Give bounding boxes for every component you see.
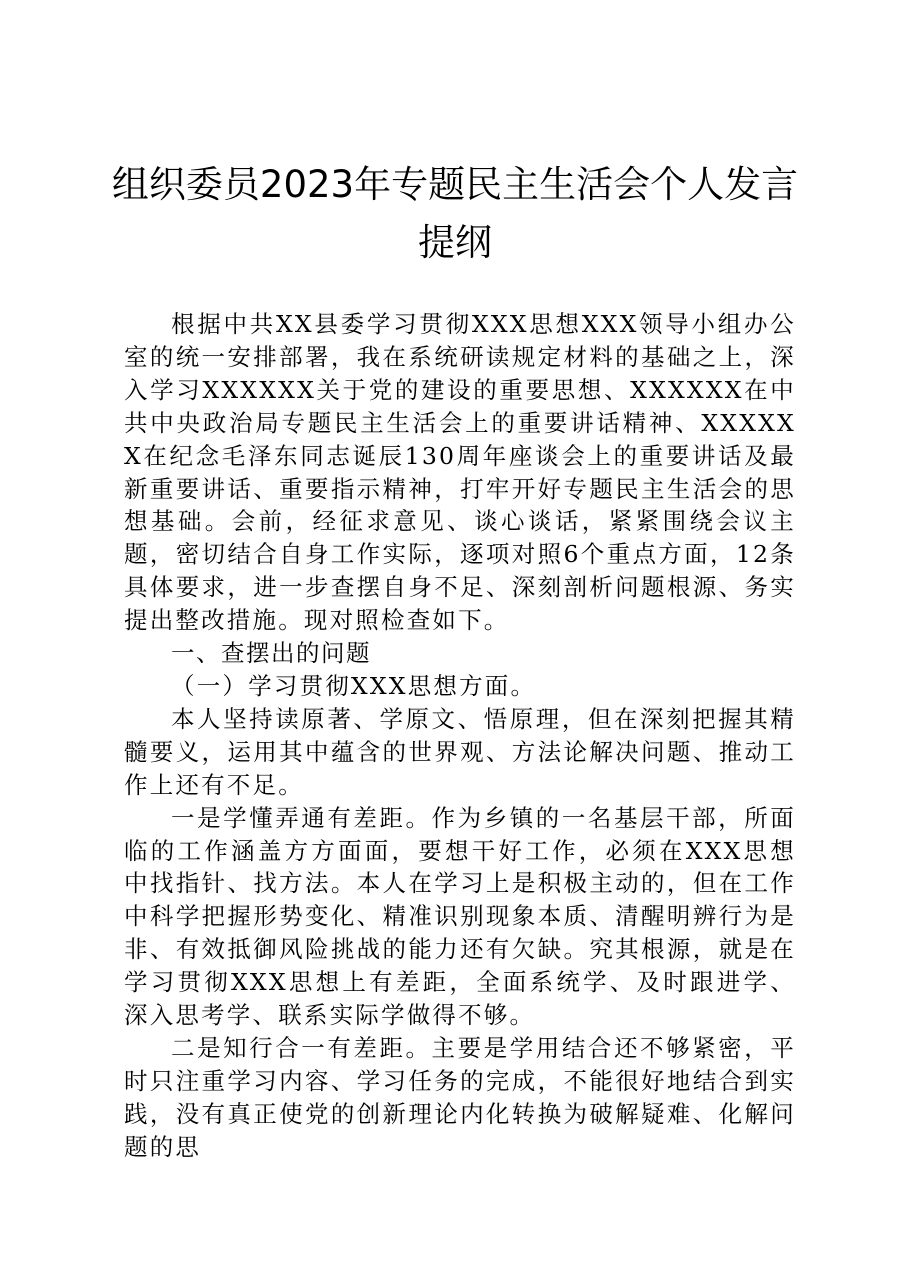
section-heading: 一、查摆出的问题	[171, 639, 371, 668]
body-paragraph: 一是学懂弄通有差距。作为乡镇的一名基层干部，所面临的工作涵盖方方面面，要想干好工作，必须在XXX思想中找指针、找方法。本人在学习上是积极主动的，但在工作中科学把握形势变化、精准识别现象本质、清醒明辨行为是非、有效抵御风险挑战的能力还有欠缺。究其根源，就是在学习贯彻XXX思想上有差距，全面系统学、及时跟进学、深入思考学、联系实际学做得不够。	[124, 803, 796, 1030]
document-body	[124, 308, 796, 1164]
subsection-heading: （一）学习贯彻XXX思想方面。	[171, 671, 537, 700]
body-paragraph: 本人坚持读原著、学原文、悟原理，但在深刻把握其精髓要义，运用其中蕴含的世界观、方法论解决问题、推动工作上还有不足。	[124, 704, 796, 799]
body-paragraph: 二是知行合一有差距。主要是学用结合还不够紧密，平时只注重学习内容、学习任务的完成，不能很好地结合到实践，没有真正使党的创新理论内化转换为破解疑难、化解问题的思	[124, 1033, 796, 1161]
document-title: 组织委员2023年专题民主生活会个人发言提纲	[111, 163, 799, 264]
intro-paragraph: 根据中共XX县委学习贯彻XXX思想XXX领导小组办公室的统一安排部署，我在系统研读规定材料的基础之上，深入学习XXXXXX关于党的建设的重要思想、XXXXXX在中共中央政治局专题民主生活会上的重要讲话精神、XXXXXX在纪念毛泽东同志诞辰130周年座谈会上的重要讲话及最新重要讲话、重要指示精神，打牢开好专题民主生活会的思想基础。会前，经征求意见、谈心谈话，紧紧围绕会议主题，密切结合自身工作实际，逐项对照6个重点方面，12条具体要求，进一步查摆自身不足、深刻剖析问题根源、务实提出整改措施。现对照检查如下。	[124, 310, 796, 635]
